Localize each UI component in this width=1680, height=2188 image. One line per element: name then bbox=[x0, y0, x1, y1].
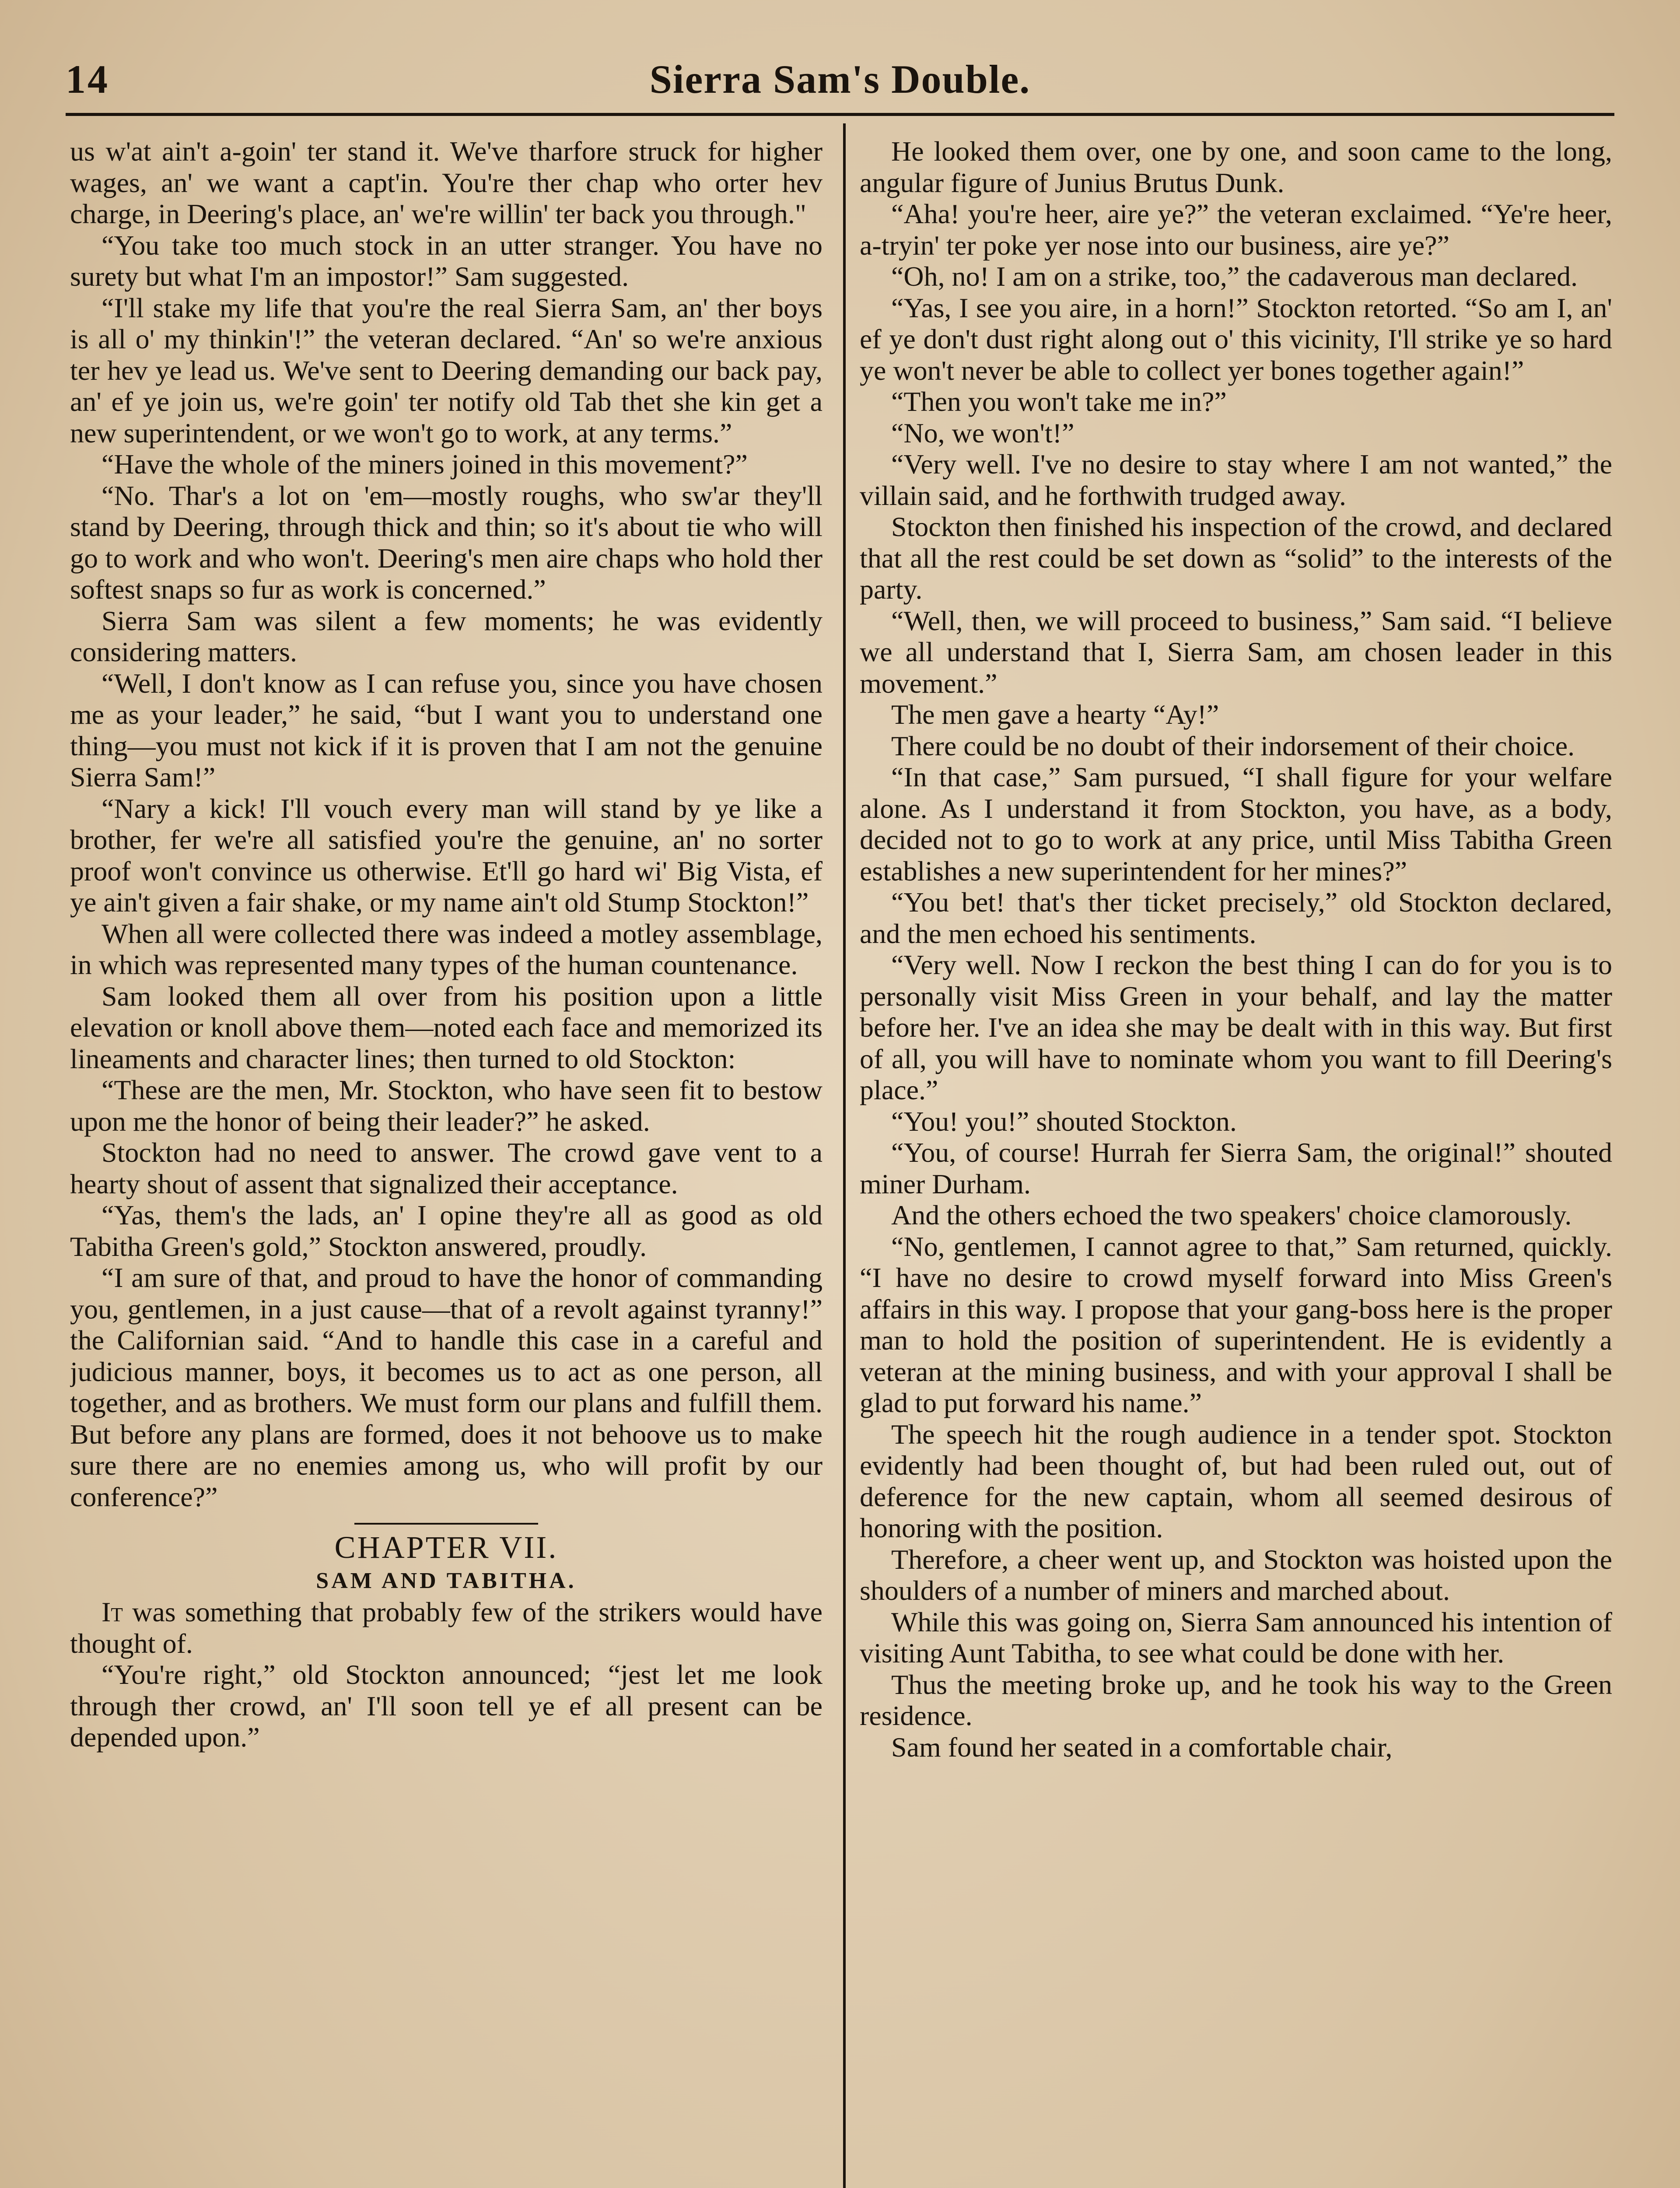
paragraph: When all were collected there was indeed a motley assemblage, in which was represented many types of the human countenance. bbox=[70, 918, 822, 980]
paragraph: “Very well. I've no desire to stay where I am not wanted,” the villain said, and he forthwith trudged away. bbox=[860, 449, 1612, 511]
chapter-subtitle: SAM AND TABITHA. bbox=[316, 1568, 577, 1593]
paragraph: The speech hit the rough audience in a tender spot. Stockton evidently had been thought of, but had been ruled out, out of deference for the new captain, whom all seemed desirous of honoring with the position. bbox=[860, 1418, 1612, 1543]
chapter-heading: CHAPTER VII. bbox=[334, 1530, 558, 1565]
page-number: 14 bbox=[66, 57, 109, 102]
paragraph: While this was going on, Sierra Sam announced his intention of visiting Aunt Tabitha, to see what could be done with her. bbox=[860, 1606, 1612, 1669]
paragraph: Sam found her seated in a comfortable chair, bbox=[891, 1731, 1393, 1763]
paragraph: “These are the men, Mr. Stockton, who have seen fit to bestow upon me the honor of being their leader?” he asked. bbox=[70, 1074, 822, 1137]
chapter-header bbox=[70, 1523, 822, 1596]
paragraph: “Oh, no! I am on a strike, too,” the cadaverous man declared. bbox=[891, 261, 1578, 292]
paragraph: “You take too much stock in an utter stranger. You have no surety but what I'm an impostor!” Sam suggested. bbox=[70, 229, 822, 292]
paragraph: “Well, then, we will proceed to business,” Sam said. “I believe we all understand that I, Sierra Sam, am chosen leader in this movement.” bbox=[860, 605, 1612, 699]
paragraph: Sierra Sam was silent a few moments; he was evidently considering matters. bbox=[70, 605, 822, 667]
paragraph: “Aha! you're heer, aire ye?” the veteran exclaimed. “Ye're heer, a-tryin' ter poke yer nose into our business, aire ye?” bbox=[860, 198, 1612, 261]
header-rule bbox=[66, 113, 1614, 116]
paragraph: “No. Thar's a lot on 'em—mostly roughs, who sw'ar they'll stand by Deering, through thick and thin; so it's about tie who will go to work and who won't. Deering's men aire chaps who hold ther softest snaps so fur as work is concerned.” bbox=[70, 480, 822, 605]
paragraph: Sam looked them all over from his position upon a little elevation or knoll above them—noted each face and memorized its lineaments and character lines; then turned to old Stockton: bbox=[70, 980, 822, 1074]
paragraph: “Yas, I see you aire, in a horn!” Stockton retorted. “So am I, an' ef ye don't dust right along out o' this vicinity, I'll strike ye so hard ye won't never be able to collect yer bones together again!” bbox=[860, 292, 1612, 386]
running-title: Sierra Sam's Double. bbox=[649, 57, 1031, 102]
paragraph: “Have the whole of the miners joined in this movement?” bbox=[102, 449, 748, 480]
paragraph: Thus the meeting broke up, and he took his way to the Green residence. bbox=[860, 1669, 1612, 1731]
right-column bbox=[860, 136, 1612, 2188]
paragraph: “Very well. Now I reckon the best thing I can do for you is to personally visit Miss Green in your behalf, and lay the matter before her. I've an idea she may be dealt with in this way. But first of all, you will have to nominate whom you want to fill Deering's place.” bbox=[860, 949, 1612, 1105]
left-column bbox=[70, 136, 822, 2188]
paragraph: “Yas, them's the lads, an' I opine they're all as good as old Tabitha Green's gold,” Stockton answered, proudly. bbox=[70, 1199, 822, 1262]
paragraph-text: was something that probably few of the strikers would have thought of. bbox=[70, 1596, 822, 1659]
paragraph bbox=[70, 1596, 822, 1659]
paragraph: “No, we won't!” bbox=[891, 417, 1074, 449]
paragraph: “In that case,” Sam pursued, “I shall figure for your welfare alone. As I understand it from Stockton, you have, as a body, decided not to go to work at any price, until Miss Tabitha Green establishes a new superintendent for her mines?” bbox=[860, 761, 1612, 887]
paragraph: “Then you won't take me in?” bbox=[891, 386, 1227, 417]
chapter-rule bbox=[354, 1523, 538, 1525]
paragraph: “You, of course! Hurrah fer Sierra Sam, the original!” shouted miner Durham. bbox=[860, 1137, 1612, 1199]
paragraph: “I'll stake my life that you're the real Sierra Sam, an' ther boys is all o' my thinkin'!” the veteran declared. “An' so we're anxious ter hev ye lead us. We've sent to Deering demanding our back pay, an' ef ye join us, we're goin' ter notify old Tab thet she kin get a new superintendent, or we won't go to work, at any terms.” bbox=[70, 292, 822, 449]
paragraph: “You're right,” old Stockton announced; “jest let me look through ther crowd, an' I'll soon tell ye ef all present can be depended upon.” bbox=[70, 1659, 822, 1753]
paragraph: “No, gentlemen, I cannot agree to that,” Sam returned, quickly. “I have no desire to crowd myself forward into Miss Green's affairs in this way. I propose that your gang-boss here is the proper man to hold the position of superintendent. He is evidently a veteran at the mining business, and with your approval I shall be glad to put forward his name.” bbox=[860, 1231, 1612, 1418]
paragraph: “You bet! that's ther ticket precisely,” old Stockton declared, and the men echoed his sentiments. bbox=[860, 887, 1612, 949]
paragraph: “Nary a kick! I'll vouch every man will stand by ye like a brother, fer we're all satisfied you're the genuine, an' no sorter proof won't convince us otherwise. Et'll go hard wi' Big Vista, ef ye ain't given a fair shake, or my name ain't old Stump Stockton!” bbox=[70, 792, 822, 918]
paragraph: “You! you!” shouted Stockton. bbox=[891, 1105, 1237, 1137]
paragraph: us w'at ain't a-goin' ter stand it. We've tharfore struck for higher wages, an' we want a capt'in. You're ther chap who orter hev charge, in Deering's place, an' we're willin' ter back you through." bbox=[70, 136, 822, 229]
paragraph: He looked them over, one by one, and soon came to the long, angular figure of Junius Brutus Dunk. bbox=[860, 136, 1612, 198]
page-header bbox=[66, 53, 1614, 109]
paragraph: There could be no doubt of their indorsement of their choice. bbox=[891, 730, 1575, 761]
paragraph: Therefore, a cheer went up, and Stockton was hoisted upon the shoulders of a number of miners and marched about. bbox=[860, 1543, 1612, 1606]
column-divider bbox=[843, 123, 846, 2188]
paragraph: The men gave a hearty “Ay!” bbox=[891, 699, 1219, 730]
paragraph: Stockton then finished his inspection of the crowd, and declared that all the rest could be set down as “solid” to the interests of the party. bbox=[860, 511, 1612, 605]
paragraph: And the others echoed the two speakers' choice clamorously. bbox=[891, 1199, 1572, 1231]
chapter-opening-word: It bbox=[102, 1596, 123, 1627]
paragraph: Stockton had no need to answer. The crowd gave vent to a hearty shout of assent that signalized their acceptance. bbox=[70, 1137, 822, 1199]
paragraph: “I am sure of that, and proud to have the honor of commanding you, gentlemen, in a just cause—that of a revolt against tyranny!” the Californian said. “And to handle this case in a careful and judicious manner, boys, it becomes us to act as one person, all together, and as brothers. We must form our plans and fulfill them. But before any plans are formed, does it not behoove us to make sure there are no enemies among us, who will profit by our conference?” bbox=[70, 1262, 822, 1512]
paragraph: “Well, I don't know as I can refuse you, since you have chosen me as your leader,” he said, “but I want you to understand one thing—you must not kick if it is proven that I am not the genuine Sierra Sam!” bbox=[70, 667, 822, 792]
